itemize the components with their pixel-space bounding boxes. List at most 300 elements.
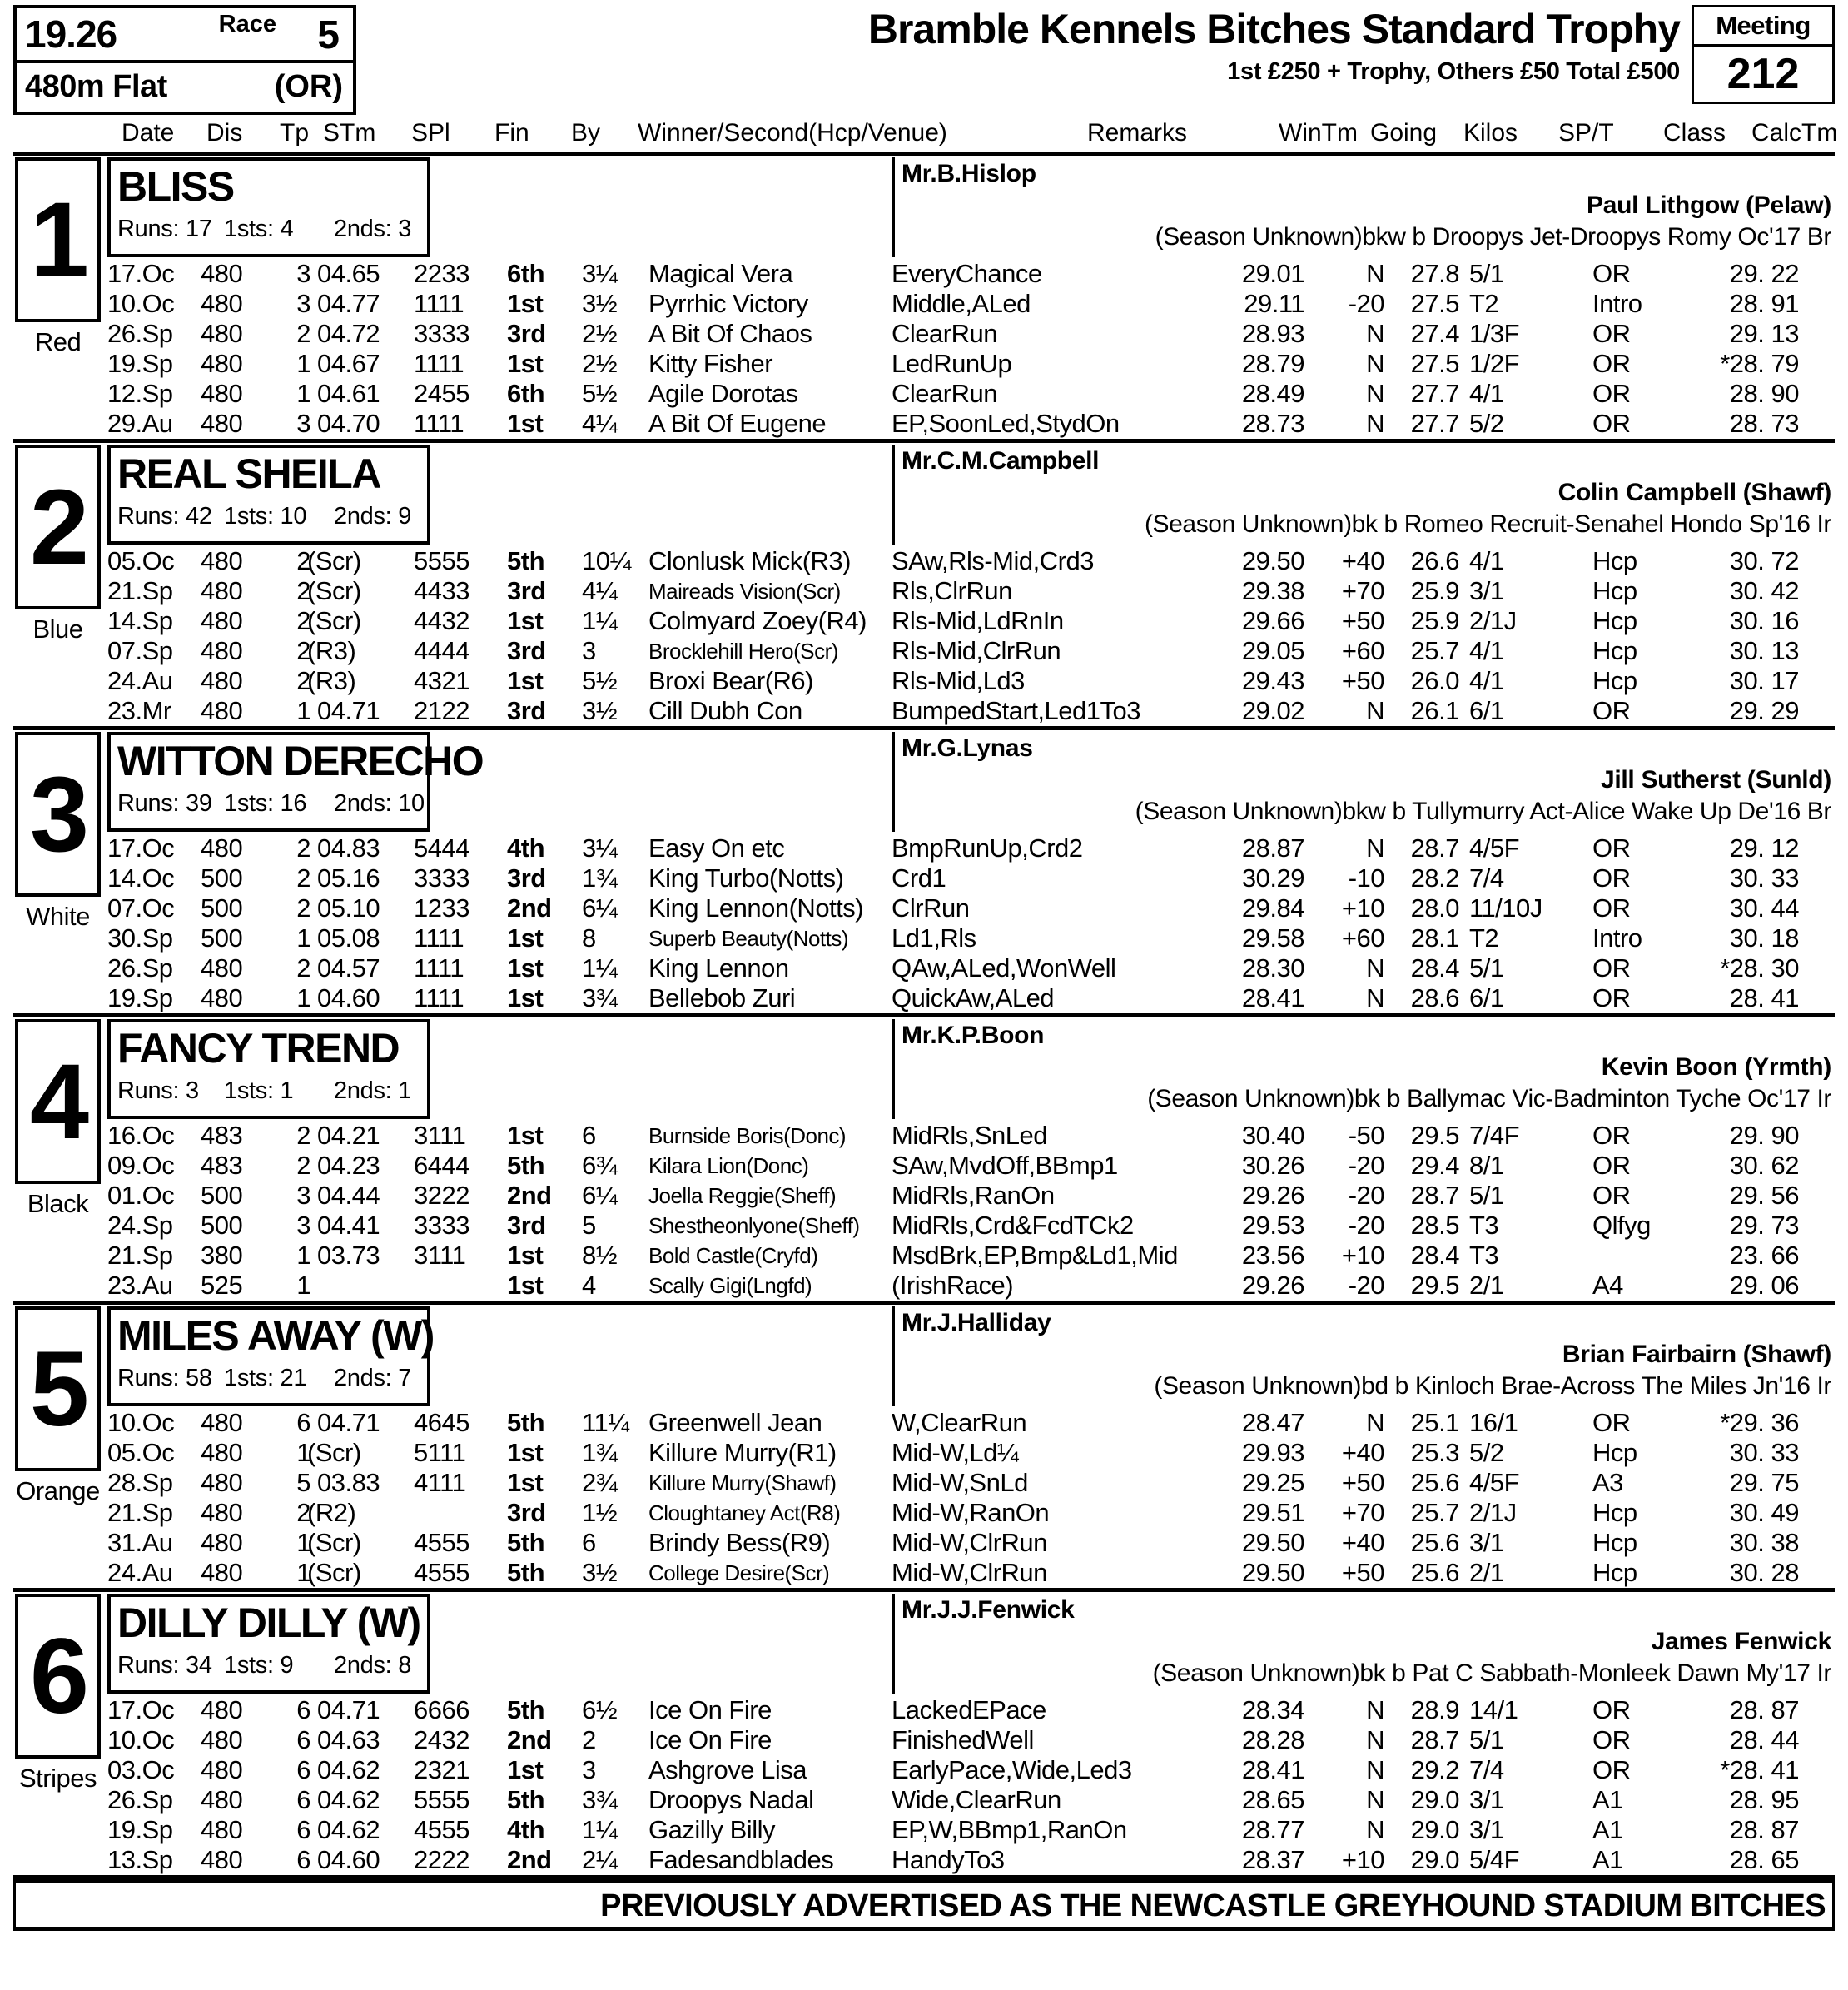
form-calctime: 30. 28	[1729, 1558, 1799, 1587]
trap-colour: Stripes	[19, 1764, 97, 1793]
form-by: 1½	[582, 1498, 618, 1527]
form-date: 05.Oc	[107, 546, 175, 575]
form-date: 09.Oc	[107, 1151, 175, 1180]
form-remarks: EP,SoonLed,StydOn	[892, 409, 1120, 438]
form-by: 11¼	[582, 1408, 629, 1437]
form-trap: 1	[296, 923, 310, 953]
racecard-header	[7, 0, 1841, 117]
form-sp: 14/1	[1469, 1695, 1518, 1724]
runner-firsts: 1sts: 9	[224, 1652, 294, 1679]
form-sectional-time: 04.72	[317, 319, 380, 348]
form-calctime: 30. 16	[1729, 606, 1799, 635]
form-calctime: 28. 73	[1729, 409, 1799, 438]
form-going: N	[1366, 696, 1384, 725]
trap-colour: Black	[27, 1189, 89, 1218]
form-going: +60	[1341, 636, 1384, 665]
form-dis: 483	[201, 1151, 243, 1180]
form-calctime: 28. 41	[1729, 983, 1799, 1012]
form-row[interactable]	[107, 606, 1835, 636]
form-sectional-time: 04.71	[317, 1408, 380, 1437]
form-kilos: 28.9	[1410, 1695, 1459, 1724]
form-date: 03.Oc	[107, 1755, 175, 1784]
runner-runs: Runs: 34	[117, 1652, 212, 1679]
form-winner: Colmyard Zoey(R4)	[648, 606, 867, 635]
form-dis: 380	[201, 1241, 243, 1270]
form-finish: 3rd	[507, 1498, 546, 1527]
form-kilos: 25.6	[1410, 1528, 1459, 1557]
col-header-calctm: CalcTm	[1751, 119, 1838, 147]
form-row[interactable]	[107, 1438, 1835, 1468]
runner-runs: Runs: 39	[117, 790, 212, 817]
trap-colour: Red	[34, 327, 82, 356]
runner-stats	[111, 1649, 427, 1682]
form-calctime: 30. 13	[1729, 636, 1799, 665]
col-header-going: Going	[1370, 119, 1438, 147]
form-trap: 3	[296, 259, 310, 288]
form-remarks: Rls-Mid,LdRnIn	[892, 606, 1064, 635]
form-finish: 5th	[507, 1408, 544, 1437]
form-winner: Greenwell Jean	[648, 1408, 822, 1437]
form-winner: Killure Murry(R1)	[648, 1438, 837, 1467]
form-wintime: 29.11	[1244, 289, 1304, 318]
form-finish: 4th	[507, 833, 544, 863]
runner-name-box[interactable]	[107, 1306, 434, 1406]
trap-number: 3	[29, 755, 87, 874]
form-date: 05.Oc	[107, 1438, 175, 1467]
form-trap: 3	[296, 409, 310, 438]
form-finish: 2nd	[507, 1725, 552, 1754]
form-trap: 6	[296, 1695, 310, 1724]
form-winner: College Desire(Scr)	[648, 1560, 830, 1585]
meeting-box	[1692, 5, 1835, 104]
form-trap: 1	[296, 1558, 310, 1587]
form-class: A1	[1592, 1815, 1623, 1844]
form-winner: Ice On Fire	[648, 1695, 772, 1724]
form-sp: 7/4	[1469, 1755, 1504, 1784]
form-class: Hcp	[1592, 546, 1637, 575]
form-sp: 4/5F	[1469, 1468, 1520, 1497]
runner-name: MILES AWAY (W)	[117, 1312, 434, 1359]
form-kilos: 26.0	[1410, 666, 1459, 695]
form-row[interactable]	[107, 1845, 1835, 1875]
form-date: 26.Sp	[107, 953, 173, 983]
form-date: 14.Sp	[107, 606, 173, 635]
trap-number: 1	[29, 181, 87, 300]
form-wintime: 28.47	[1241, 1408, 1304, 1437]
form-finish: 5th	[507, 1558, 544, 1587]
form-trap: 2	[296, 576, 310, 605]
form-winner: Brindy Bess(R9)	[648, 1528, 831, 1557]
form-trap: 2	[296, 666, 310, 695]
trap-column	[13, 443, 105, 701]
form-winner: Maireads Vision(Scr)	[648, 579, 841, 604]
form-row[interactable]	[107, 1528, 1835, 1558]
form-split: 2122	[414, 696, 469, 725]
form-wintime: 29.58	[1241, 923, 1304, 953]
form-split: 6444	[414, 1151, 469, 1180]
form-class: Hcp	[1592, 1558, 1637, 1587]
runner-block	[13, 1017, 1835, 1301]
form-row[interactable]	[107, 983, 1835, 1013]
form-kilos: 28.2	[1410, 863, 1459, 893]
form-dis: 480	[201, 1408, 243, 1437]
form-row[interactable]	[107, 1815, 1835, 1845]
trap-colour: Orange	[16, 1476, 100, 1505]
trap-number: 6	[29, 1617, 87, 1736]
form-sectional-time: 04.83	[317, 833, 380, 863]
form-split: 2432	[414, 1725, 469, 1754]
form-date: 10.Oc	[107, 289, 175, 318]
form-sectional-time: 05.08	[317, 923, 380, 953]
owner-name: Mr.J.Halliday	[902, 1309, 1051, 1336]
meeting-label: Meeting	[1694, 7, 1832, 47]
form-row[interactable]	[107, 546, 1835, 576]
form-wintime: 29.01	[1241, 259, 1304, 288]
form-row[interactable]	[107, 1468, 1835, 1498]
form-sp: 6/1	[1469, 983, 1504, 1012]
form-dis: 480	[201, 349, 243, 378]
form-wintime: 29.26	[1241, 1271, 1304, 1300]
form-winner: A Bit Of Eugene	[648, 409, 827, 438]
form-wintime: 28.41	[1241, 983, 1304, 1012]
form-calctime: *28. 30	[1720, 953, 1799, 983]
runner-seconds: 2nds: 7	[334, 1365, 412, 1391]
form-wintime: 23.56	[1241, 1241, 1304, 1270]
form-dis: 480	[201, 696, 243, 725]
trap-number-box	[15, 445, 101, 609]
form-finish: 1st	[507, 289, 544, 318]
form-going: +10	[1341, 893, 1384, 923]
form-row[interactable]	[107, 1725, 1835, 1755]
form-sectional-time: 04.60	[317, 1845, 380, 1874]
form-kilos: 28.5	[1410, 1211, 1459, 1240]
runner-name-box[interactable]	[107, 445, 430, 545]
form-finish: 3rd	[507, 636, 546, 665]
form-split: 1111	[414, 349, 464, 378]
form-date: 24.Sp	[107, 1211, 173, 1240]
form-kilos: 27.7	[1410, 409, 1459, 438]
form-by: 6¾	[582, 1151, 618, 1180]
form-row[interactable]	[107, 319, 1835, 349]
form-sp: 3/1	[1469, 1815, 1504, 1844]
form-date: 31.Au	[107, 1528, 173, 1557]
form-row[interactable]	[107, 1211, 1835, 1241]
runner-seconds: 2nds: 10	[334, 790, 425, 817]
trap-number-box	[15, 1019, 101, 1184]
form-class: OR	[1592, 893, 1631, 923]
form-row[interactable]	[107, 1181, 1835, 1211]
form-remarks: LackedEPace	[892, 1695, 1046, 1724]
form-winner: Kitty Fisher	[648, 349, 773, 378]
form-sp: 4/1	[1469, 379, 1504, 408]
form-remarks: Crd1	[892, 863, 946, 893]
form-remarks: (IrishRace)	[892, 1271, 1014, 1300]
form-going: +70	[1341, 1498, 1384, 1527]
col-header-winner: Winner/Second(Hcp/Venue)	[638, 119, 947, 147]
form-date: 23.Mr	[107, 696, 171, 725]
form-row[interactable]	[107, 833, 1835, 863]
breeding-line: (Season Unknown)bkw b Droopys Jet-Droopys Romy Oc'17 Br	[1155, 223, 1831, 251]
form-sectional-time: 04.41	[317, 1211, 380, 1240]
form-wintime: 29.84	[1241, 893, 1304, 923]
runner-name-box[interactable]	[107, 732, 484, 832]
form-row[interactable]	[107, 349, 1835, 379]
col-header-stm: STm	[323, 119, 376, 147]
form-row[interactable]	[107, 923, 1835, 953]
form-row[interactable]	[107, 696, 1835, 726]
owner-trainer-box	[892, 1019, 1835, 1119]
form-row[interactable]	[107, 1271, 1835, 1301]
form-dis: 480	[201, 546, 243, 575]
form-row[interactable]	[107, 1498, 1835, 1528]
form-winner: Pyrrhic Victory	[648, 289, 808, 318]
form-dis: 480	[201, 983, 243, 1012]
form-sp: 2/1	[1469, 1271, 1504, 1300]
form-calctime: 29. 22	[1729, 259, 1799, 288]
form-row[interactable]	[107, 1408, 1835, 1438]
form-row[interactable]	[107, 576, 1835, 606]
race-label: Race	[218, 11, 276, 37]
form-date: 17.Oc	[107, 259, 175, 288]
form-by: 3	[582, 1755, 596, 1784]
form-wintime: 29.50	[1241, 1558, 1304, 1587]
form-wintime: 29.02	[1241, 696, 1304, 725]
footer-note-box	[13, 1879, 1835, 1931]
race-grade: (OR)	[274, 69, 343, 104]
trainer-name: Jill Sutherst (Sunld)	[1600, 766, 1831, 794]
form-dis: 480	[201, 636, 243, 665]
form-trap: 2	[296, 1121, 310, 1150]
form-by: 2	[582, 1725, 596, 1754]
form-row[interactable]	[107, 1241, 1835, 1271]
runners-list	[7, 156, 1841, 1879]
form-calctime: 30. 44	[1729, 893, 1799, 923]
form-finish: 1st	[507, 923, 544, 953]
form-calctime: 30. 42	[1729, 576, 1799, 605]
form-by: 6¼	[582, 893, 618, 923]
form-going: N	[1366, 953, 1384, 983]
form-row[interactable]	[107, 289, 1835, 319]
form-sp: 3/1	[1469, 1528, 1504, 1557]
form-remarks: ClearRun	[892, 379, 997, 408]
breeding-line: (Season Unknown)bd b Kinloch Brae-Across The Miles Jn'16 Ir	[1154, 1372, 1831, 1400]
form-row[interactable]	[107, 1695, 1835, 1725]
form-finish: 1st	[507, 1271, 544, 1300]
form-kilos: 26.6	[1410, 546, 1459, 575]
form-date: 30.Sp	[107, 923, 173, 953]
form-row[interactable]	[107, 666, 1835, 696]
form-remarks: Mid-W,SnLd	[892, 1468, 1028, 1497]
form-split: 2222	[414, 1845, 469, 1874]
form-trap: 2	[296, 636, 310, 665]
form-dis: 480	[201, 833, 243, 863]
form-class: OR	[1592, 983, 1631, 1012]
form-dis: 480	[201, 379, 243, 408]
form-winner: Fadesandblades	[648, 1845, 834, 1874]
form-class: Intro	[1592, 923, 1642, 953]
form-row[interactable]	[107, 1151, 1835, 1181]
form-row[interactable]	[107, 409, 1835, 439]
form-dis: 480	[201, 1528, 243, 1557]
form-remarks: Mid-W,ClrRun	[892, 1558, 1047, 1587]
form-remarks: Rls,ClrRun	[892, 576, 1012, 605]
form-wintime: 28.93	[1241, 319, 1304, 348]
form-row[interactable]	[107, 953, 1835, 983]
form-split: 1111	[414, 953, 464, 983]
form-finish: 4th	[507, 1815, 544, 1844]
race-distance: 480m Flat	[25, 69, 167, 104]
form-winner: A Bit Of Chaos	[648, 319, 812, 348]
form-going: +50	[1341, 1468, 1384, 1497]
form-by: 1¾	[582, 863, 618, 893]
form-split: 4432	[414, 606, 469, 635]
form-calctime: 29. 13	[1729, 319, 1799, 348]
form-trap: 1	[296, 1528, 310, 1557]
form-sp: 5/1	[1469, 259, 1504, 288]
form-calctime: 28. 90	[1729, 379, 1799, 408]
form-by: 3¼	[582, 259, 618, 288]
owner-trainer-box	[892, 732, 1835, 832]
form-class: OR	[1592, 1151, 1631, 1180]
form-row[interactable]	[107, 259, 1835, 289]
form-sectional-time: (Scr)	[307, 546, 361, 575]
form-by: 2½	[582, 319, 618, 348]
form-winner: Clonlusk Mick(R3)	[648, 546, 851, 575]
form-wintime: 28.37	[1241, 1845, 1304, 1874]
runner-name-box[interactable]	[107, 1594, 430, 1694]
form-lines	[107, 833, 1835, 1013]
runner-name: WITTON DERECHO	[117, 738, 484, 784]
form-calctime: 30. 33	[1729, 1438, 1799, 1467]
form-date: 16.Oc	[107, 1121, 175, 1150]
form-lines	[107, 1695, 1835, 1875]
form-by: 1¼	[582, 953, 618, 983]
form-going: N	[1366, 1755, 1384, 1784]
form-trap: 6	[296, 1755, 310, 1784]
form-winner: Cloughtaney Act(R8)	[648, 1500, 841, 1525]
runner-stats	[111, 787, 427, 820]
form-finish: 1st	[507, 349, 544, 378]
breeding-line: (Season Unknown)bkw b Tullymurry Act-Alice Wake Up De'16 Br	[1135, 798, 1831, 825]
form-by: 4¼	[582, 576, 618, 605]
form-dis: 500	[201, 893, 243, 923]
form-row[interactable]	[107, 636, 1835, 666]
runner-firsts: 1sts: 4	[224, 216, 294, 242]
race-time: 19.26	[25, 12, 117, 56]
form-sp: 8/1	[1469, 1151, 1504, 1180]
form-class: Qlfyg	[1592, 1211, 1651, 1240]
form-remarks: FinishedWell	[892, 1725, 1034, 1754]
form-trap: 2	[296, 1498, 310, 1527]
form-row[interactable]	[107, 379, 1835, 409]
form-sectional-time: (Scr)	[307, 606, 361, 635]
form-date: 21.Sp	[107, 1498, 173, 1527]
form-by: 8½	[582, 1241, 618, 1270]
form-finish: 1st	[507, 953, 544, 983]
form-trap: 2	[296, 953, 310, 983]
form-dis: 480	[201, 953, 243, 983]
form-row[interactable]	[107, 893, 1835, 923]
form-finish: 5th	[507, 1151, 544, 1180]
form-dis: 480	[201, 1438, 243, 1467]
form-wintime: 28.30	[1241, 953, 1304, 983]
form-trap: 6	[296, 1785, 310, 1814]
form-split: 4555	[414, 1815, 469, 1844]
runner-seconds: 2nds: 1	[334, 1077, 412, 1104]
form-remarks: MsdBrk,EP,Bmp&Ld1,Mid	[892, 1241, 1178, 1270]
form-dis: 480	[201, 289, 243, 318]
form-row[interactable]	[107, 1755, 1835, 1785]
form-remarks: Wide,ClearRun	[892, 1785, 1061, 1814]
form-remarks: SAw,Rls-Mid,Crd3	[892, 546, 1094, 575]
col-header-by: By	[571, 119, 601, 147]
form-kilos: 29.5	[1410, 1121, 1459, 1150]
trainer-name: Kevin Boon (Yrmth)	[1601, 1053, 1831, 1081]
form-row[interactable]	[107, 863, 1835, 893]
form-going: +50	[1341, 1558, 1384, 1587]
form-going: +70	[1341, 576, 1384, 605]
form-date: 19.Sp	[107, 983, 173, 1012]
form-sectional-time: 04.61	[317, 379, 380, 408]
form-calctime: 29. 73	[1729, 1211, 1799, 1240]
footer-note: PREVIOUSLY ADVERTISED AS THE NEWCASTLE GREYHOUND STADIUM BITCHES	[600, 1888, 1826, 1923]
form-wintime: 28.79	[1241, 349, 1304, 378]
form-class: Hcp	[1592, 636, 1637, 665]
form-sectional-time: (Scr)	[307, 1558, 361, 1587]
form-remarks: LedRunUp	[892, 349, 1012, 378]
runner-block	[13, 156, 1835, 439]
form-going: +40	[1341, 1438, 1384, 1467]
form-finish: 1st	[507, 1121, 544, 1150]
form-trap: 6	[296, 1725, 310, 1754]
form-by: 1¼	[582, 606, 618, 635]
form-kilos: 27.8	[1410, 259, 1459, 288]
form-split: 4433	[414, 576, 469, 605]
form-row[interactable]	[107, 1558, 1835, 1588]
form-date: 29.Au	[107, 409, 173, 438]
breeding-line: (Season Unknown)bk b Romeo Recruit-Senahel Hondo Sp'16 Ir	[1144, 510, 1831, 538]
form-kilos: 29.4	[1410, 1151, 1459, 1180]
form-going: N	[1366, 1815, 1384, 1844]
form-kilos: 25.7	[1410, 636, 1459, 665]
form-finish: 1st	[507, 409, 544, 438]
form-class: OR	[1592, 863, 1631, 893]
form-remarks: EveryChance	[892, 259, 1042, 288]
form-winner: Ice On Fire	[648, 1725, 772, 1754]
form-wintime: 29.25	[1241, 1468, 1304, 1497]
form-winner: Gazilly Billy	[648, 1815, 775, 1844]
form-sp: T2	[1469, 289, 1499, 318]
form-sp: 4/1	[1469, 636, 1504, 665]
form-calctime: *29. 36	[1720, 1408, 1799, 1437]
form-finish: 3rd	[507, 576, 546, 605]
form-class: OR	[1592, 1121, 1631, 1150]
form-sectional-time: 04.63	[317, 1725, 380, 1754]
form-sp: 4/1	[1469, 546, 1504, 575]
form-kilos: 27.7	[1410, 379, 1459, 408]
runner-name-box[interactable]	[107, 157, 430, 257]
form-class: A1	[1592, 1845, 1623, 1874]
form-dis: 480	[201, 259, 243, 288]
form-row[interactable]	[107, 1121, 1835, 1151]
form-by: 1¾	[582, 1438, 618, 1467]
runner-name-box[interactable]	[107, 1019, 430, 1119]
form-row[interactable]	[107, 1785, 1835, 1815]
form-class: A1	[1592, 1785, 1623, 1814]
form-going: +40	[1341, 1528, 1384, 1557]
trap-colour: White	[26, 902, 90, 931]
form-calctime: 30. 62	[1729, 1151, 1799, 1180]
